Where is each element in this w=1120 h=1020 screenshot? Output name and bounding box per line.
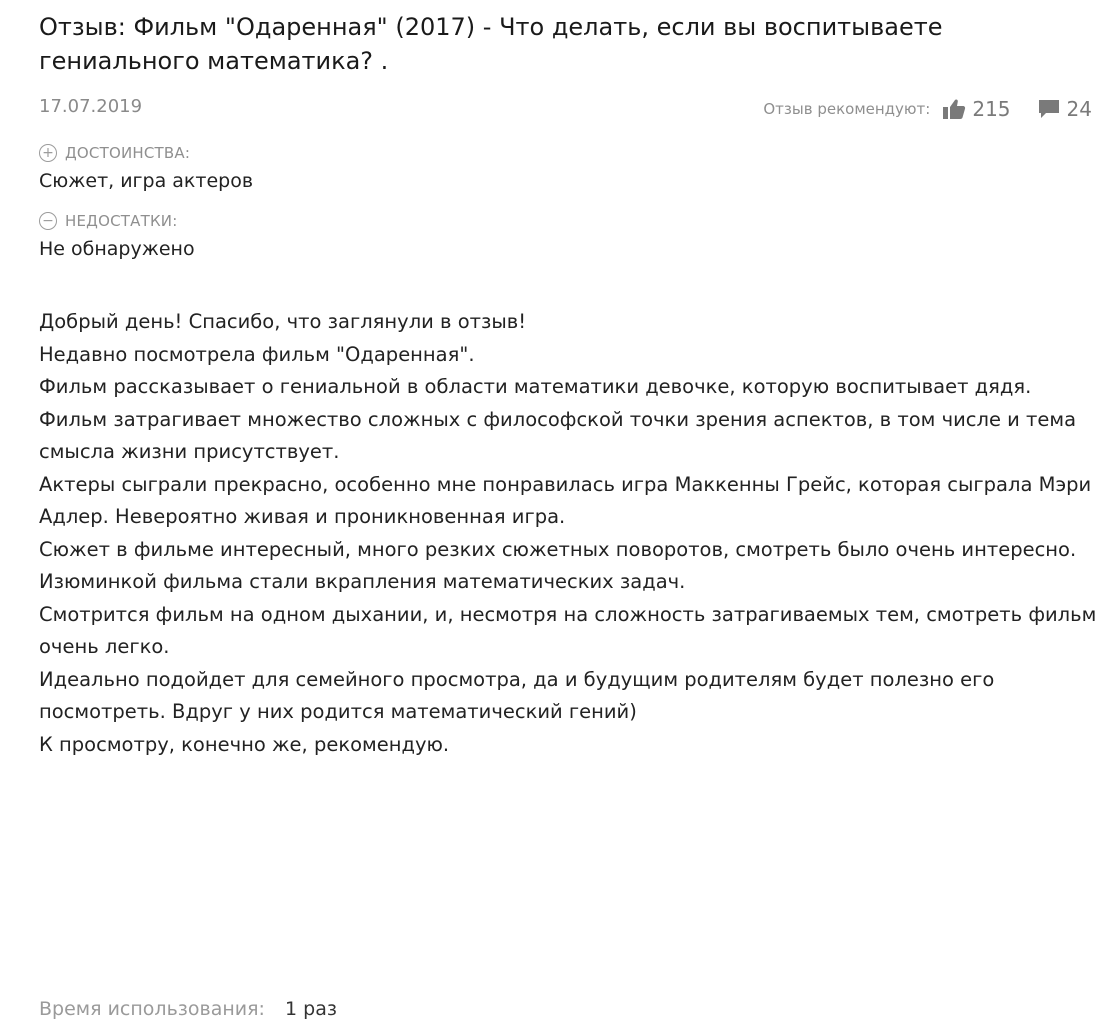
recommend-count: 215 <box>972 97 1011 121</box>
review-paragraph: Идеально подойдет для семейного просмотра, да и будущим родителям будет полезно его посмотреть. Вдруг у них родится математический гений) <box>39 667 995 723</box>
comments-count: 24 <box>1066 97 1092 121</box>
pros-header <box>39 140 1114 166</box>
usage-label: Время использования: <box>39 998 265 1020</box>
review-paragraph: Фильм рассказывает о гениальной в области математики девочке, которую воспитывает дядя. <box>39 375 1032 398</box>
usage-info <box>39 998 337 1020</box>
review-paragraph: Изюминкой фильма стали вкрапления математических задач. <box>39 570 686 593</box>
cons-value: Не обнаружено <box>39 238 195 260</box>
usage-value: 1 раз <box>285 998 337 1020</box>
review-paragraph: Актеры сыграли прекрасно, особенно мне понравилась игра Маккенны Грейс, которая сыграла Мэри Адлер. Невероятно живая и проникновенная игра. <box>39 472 1092 528</box>
review-body <box>39 306 1114 761</box>
pros-label: ДОСТОИНСТВА: <box>65 144 191 162</box>
review-paragraph: Недавно посмотрела фильм "Одаренная". <box>39 342 475 366</box>
comment-icon[interactable] <box>1037 98 1061 120</box>
review-title: Отзыв: Фильм "Одаренная" (2017) - Что делать, если вы воспитываете гениального математика? . <box>39 13 943 75</box>
cons-header <box>39 208 1114 234</box>
review-paragraph: Сюжет в фильме интересный, много резких сюжетных поворотов, смотреть было очень интересно. <box>39 537 1077 561</box>
recommend-label: Отзыв рекомендуют: <box>763 100 931 118</box>
review-paragraph: К просмотру, конечно же, рекомендую. <box>39 732 450 756</box>
review-container <box>39 0 1114 1020</box>
review-paragraph: Добрый день! Спасибо, что заглянули в отзыв! <box>39 310 527 333</box>
pros-value: Сюжет, игра актеров <box>39 170 254 192</box>
recommend-block <box>763 96 1092 122</box>
review-paragraph: Фильм затрагивает множество сложных с философской точки зрения аспектов, в том числе и тема смысла жизни присутствует. <box>39 407 1077 463</box>
cons-label: НЕДОСТАТКИ: <box>65 212 178 230</box>
plus-circle-icon: + <box>39 144 57 162</box>
thumbs-up-icon[interactable] <box>942 98 966 120</box>
review-meta <box>39 94 1114 128</box>
minus-circle-icon: − <box>39 212 57 230</box>
review-paragraph: Смотрится фильм на одном дыхании, и, несмотря на сложность затрагиваемых тем, смотреть фильм очень легко. <box>39 602 1097 658</box>
review-date: 17.07.2019 <box>39 96 143 117</box>
